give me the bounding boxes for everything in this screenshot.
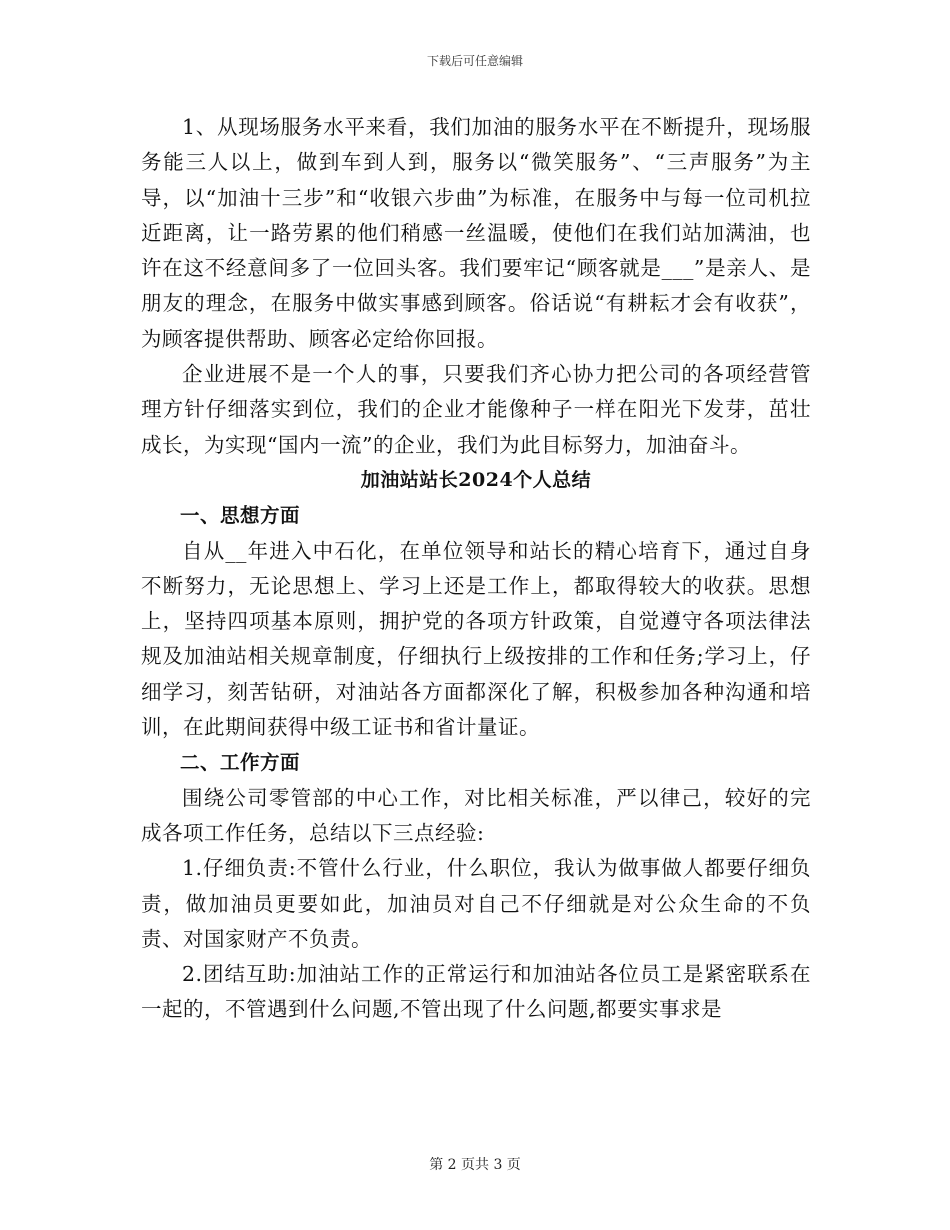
section-heading-work: 二、工作方面: [180, 751, 301, 775]
body-paragraph: 企业进展不是一个人的事，只要我们齐心协力把公司的各项经营管理方针仔细落实到位，我们的企业才能像种子一样在阳光下发芽，茁壮成长，为实现“国内一流”的企业，我们为此目标努力，加油奋斗。: [141, 362, 811, 457]
body-paragraph: 自从__年进入中石化，在单位领导和站长的精心培育下，通过自身不断努力，无论思想上、学习上还是工作上，都取得较大的收获。思想上，坚持四项基本原则，拥护党的各项方针政策，自觉遵守各项法律法规及加油站相关规章制度，仔细执行上级按排的工作和任务;学习上，仔细学习，刻苦钻研，对油站各方面都深化了解，积极参加各种沟通和培训，在此期间获得中级工证书和省计量证。: [141, 538, 811, 740]
list-item: 1.仔细负责:不管什么行业，什么职位，我认为做事做人都要仔细负责，做加油员更要如此，加油员对自己不仔细就是对公众生命的不负责、对国家财产不负责。: [141, 856, 811, 951]
document-title: 加油站站长2024个人总结: [360, 468, 592, 491]
section-heading-thought: 一、思想方面: [180, 504, 301, 528]
body-paragraph: 围绕公司零管部的中心工作，对比相关标准，严以律己，较好的完成各项工作任务，总结以下三点经验:: [141, 785, 811, 845]
page-number: 第 2 页共 3 页: [429, 1157, 521, 1173]
document-body: [141, 110, 811, 1028]
list-item: 2.团结互助:加油站工作的正常运行和加油站各位员工是紧密联系在一起的，不管遇到什么问题,不管出现了什么问题,都要实事求是: [141, 962, 811, 1022]
body-paragraph: 1、从现场服务水平来看，我们加油的服务水平在不断提升，现场服务能三人以上，做到车到人到，服务以“微笑服务”、“三声服务”为主导，以“加油十三步”和“收银六步曲”为标准，在服务中与每一位司机拉近距离，让一路劳累的他们稍感一丝温暖，使他们在我们站加满油，也许在这不经意间多了一位回头客。我们要牢记“顾客就是___”是亲人、是朋友的理念，在服务中做实事感到顾客。俗话说“有耕耘才会有收获”，为顾客提供帮助、顾客必定给你回报。: [141, 115, 811, 351]
page-header: 下载后可任意编辑: [426, 54, 523, 68]
